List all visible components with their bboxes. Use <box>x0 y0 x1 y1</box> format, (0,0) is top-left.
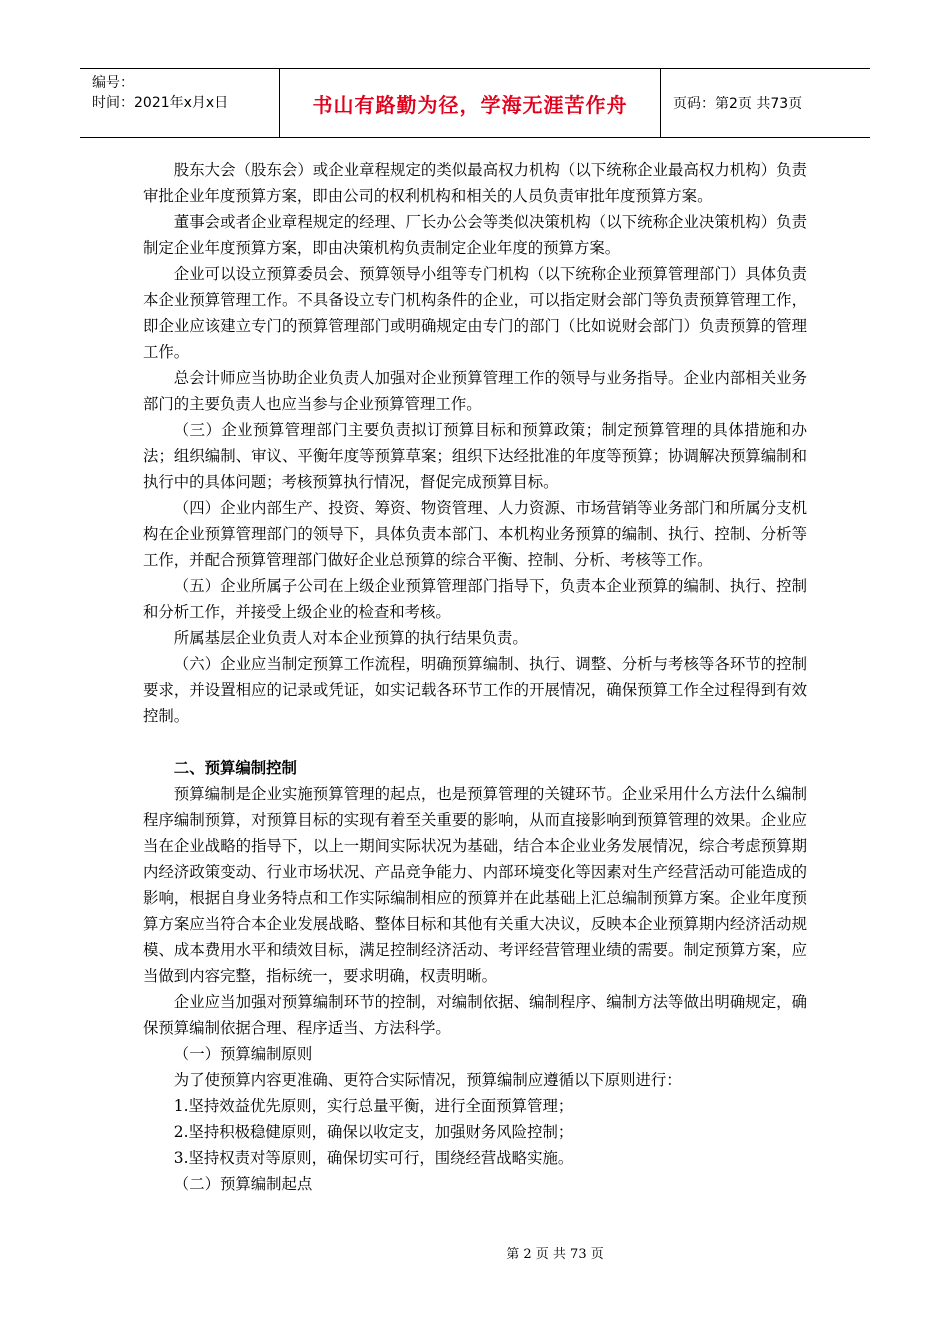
paragraph: 1.坚持效益优先原则，实行总量平衡，进行全面预算管理； <box>173 1097 574 1115</box>
section-heading: 二、预算编制控制 <box>173 759 297 777</box>
paragraph: 预算编制是企业实施预算管理的起点，也是预算管理的关键环节。企业采用什么方法什么编制程序编制预算，对预算目标的实现有着至关重要的影响，从而直接影响到预算管理的效果。企业应当在企业战略的指导下，以上一期间实际状况为基础，结合本企业业务发展情况，综合考虑预算期内经济政策变动、行业市场状况、产品竞争能力、内部环境变化等因素对生产经营活动可能造成的影响，根据自身业务特点和工作实际编制相应的预算并在此基础上汇总编制预算方案。企业年度预算方案应当符合本企业发展战略、整体目标和其他有关重大决议，反映本企业预算期内经济活动规模、成本费用水平和绩效目标，满足控制经济活动、考评经营管理业绩的需要。制定预算方案，应当做到内容完整，指标统一，要求明确，权责明晰。 <box>143 785 807 985</box>
paragraph: 总会计师应当协助企业负责人加强对企业预算管理工作的领导与业务指导。企业内部相关业务部门的主要负责人也应当参与企业预算管理工作。 <box>143 369 807 413</box>
paragraph: （一）预算编制原则 <box>173 1045 313 1063</box>
paragraph: 董事会或者企业章程规定的经理、厂长办公会等类似决策机构（以下统称企业决策机构）负责制定企业年度预算方案，即由决策机构负责制定企业年度的预算方案。 <box>143 213 807 257</box>
paragraph: 企业应当加强对预算编制环节的控制，对编制依据、编制程序、编制方法等做出明确规定，确保预算编制依据合理、程序适当、方法科学。 <box>143 993 807 1037</box>
paragraph: （四）企业内部生产、投资、筹资、物资管理、人力资源、市场营销等业务部门和所属分支机构在企业预算管理部门的领导下，具体负责本部门、本机构业务预算的编制、执行、控制、分析等工作，并配合预算管理部门做好企业总预算的综合平衡、控制、分析、考核等工作。 <box>143 499 807 569</box>
footer-page-number: 第 2 页 共 73 页 <box>506 1247 604 1262</box>
paragraph: （三）企业预算管理部门主要负责拟订预算目标和预算政策；制定预算管理的具体措施和办法；组织编制、审议、平衡年度等预算草案；组织下达经批准的年度等预算；协调解决预算编制和执行中的具体问题；考核预算执行情况，督促完成预算目标。 <box>143 421 807 491</box>
document-body <box>143 157 807 1197</box>
time-label: 时间：2021年x月x日 <box>92 95 229 111</box>
paragraph: 企业可以设立预算委员会、预算领导小组等专门机构（以下统称企业预算管理部门）具体负责本企业预算管理工作。不具备设立专门机构条件的企业，可以指定财会部门等负责预算管理工作，即企业应该建立专门的预算管理部门或明确规定由专门的部门（比如说财会部门）负责预算的管理工作。 <box>143 265 807 361</box>
header-motto: 书山有路勤为径，学海无涯苦作舟 <box>280 69 661 137</box>
paragraph: （二）预算编制起点 <box>173 1175 313 1193</box>
paragraph: （五）企业所属子公司在上级企业预算管理部门指导下，负责本企业预算的编制、执行、控制和分析工作，并接受上级企业的检查和考核。 <box>143 577 807 621</box>
header-page-info: 页码：第2页 共73页 <box>673 96 803 112</box>
paragraph: 为了使预算内容更准确、更符合实际情况，预算编制应遵循以下原则进行： <box>173 1071 682 1089</box>
header-meta <box>80 69 280 137</box>
page-header <box>80 68 870 138</box>
paragraph: 所属基层企业负责人对本企业预算的执行结果负责。 <box>173 629 528 647</box>
paragraph: （六）企业应当制定预算工作流程，明确预算编制、执行、调整、分析与考核等各环节的控制要求，并设置相应的记录或凭证，如实记载各环节工作的开展情况，确保预算工作全过程得到有效控制。 <box>143 655 807 725</box>
page-footer <box>0 1243 950 1262</box>
paragraph: 3.坚持权责对等原则，确保切实可行，围绕经营战略实施。 <box>173 1149 574 1167</box>
paragraph: 股东大会（股东会）或企业章程规定的类似最高权力机构（以下统称企业最高权力机构）负责审批企业年度预算方案，即由公司的权利机构和相关的人员负责审批年度预算方案。 <box>143 161 807 205</box>
doc-number-label: 编号： <box>92 75 134 91</box>
paragraph: 2.坚持积极稳健原则，确保以收定支，加强财务风险控制； <box>173 1123 574 1141</box>
